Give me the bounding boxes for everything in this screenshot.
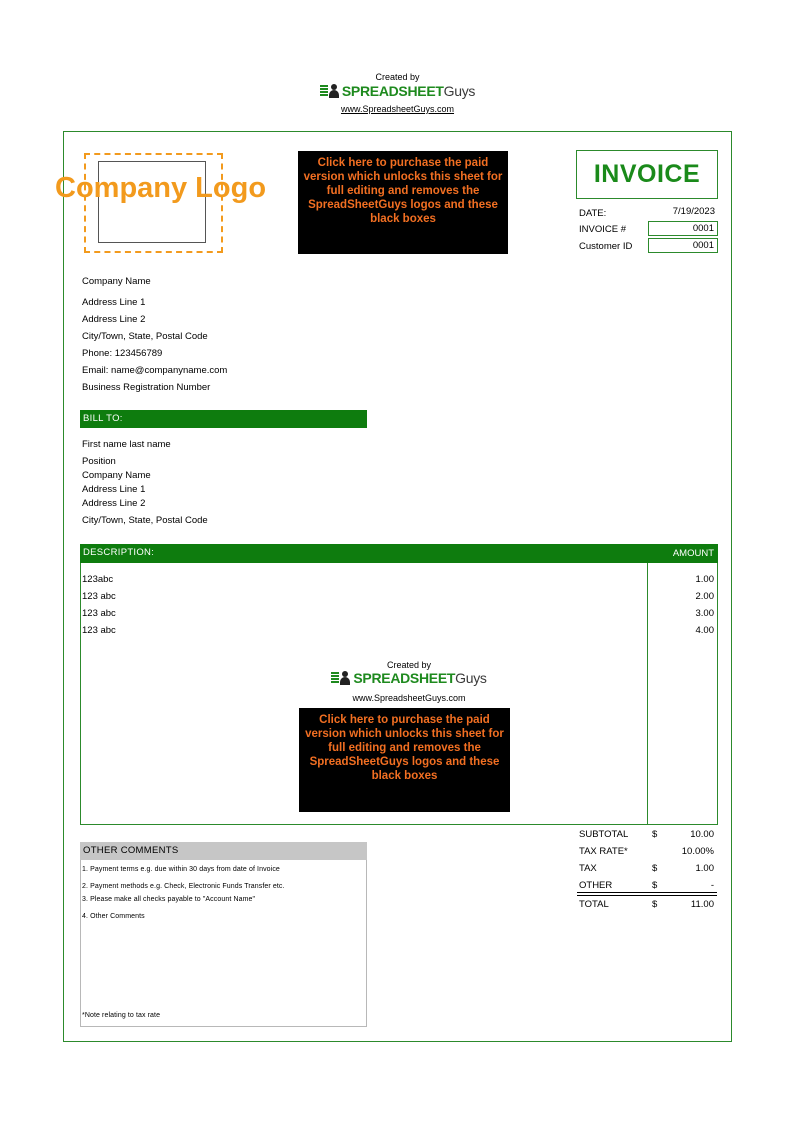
brand-part1: SPREADSHEET <box>353 670 456 686</box>
totals-divider-bottom <box>577 895 717 896</box>
bill-to-city[interactable]: City/Town, State, Postal Code <box>82 515 208 526</box>
invoice-number-label: INVOICE # <box>579 224 626 235</box>
total-currency: $ <box>652 899 658 910</box>
bill-to-address-line-2[interactable]: Address Line 2 <box>82 498 146 509</box>
company-address-line-2[interactable]: Address Line 2 <box>82 314 146 325</box>
brand-part2: Guys <box>455 670 487 686</box>
tax-value: 1.00 <box>695 863 714 874</box>
other-value[interactable]: - <box>710 880 714 891</box>
brand-part1: SPREADSHEET <box>341 83 444 99</box>
table-row-desc[interactable]: 123 abc <box>82 608 116 619</box>
comment-line[interactable]: 1. Payment terms e.g. due within 30 days from date of Invoice <box>82 866 280 873</box>
table-row-amount[interactable]: 2.00 <box>695 591 714 602</box>
purchase-promo-box-2[interactable]: Click here to purchase the paid version which unlocks this sheet for full editing and removes the SpreadSheetGuys logos and these black boxes <box>299 708 510 812</box>
tax-rate-label: TAX RATE* <box>579 846 628 857</box>
watermark-created-by: Created by <box>386 660 432 670</box>
amount-column-divider <box>647 563 648 825</box>
comment-line[interactable]: 2. Payment methods e.g. Check, Electronic Funds Transfer etc. <box>82 883 285 890</box>
customer-id-label: Customer ID <box>579 241 633 252</box>
watermark-url-link[interactable]: www.SpreadsheetGuys.com <box>352 693 466 703</box>
company-email[interactable]: Email: name@companyname.com <box>82 365 228 376</box>
tax-rate-value[interactable]: 10.00% <box>681 846 714 857</box>
tax-currency: $ <box>652 863 658 874</box>
table-row-desc[interactable]: 123abc <box>82 574 114 585</box>
comment-line[interactable]: 3. Please make all checks payable to "Account Name" <box>82 896 256 903</box>
spreadsheetguys-logo-icon <box>331 671 351 685</box>
date-value[interactable]: 7/19/2023 <box>672 206 715 217</box>
totals-divider-top <box>577 892 717 893</box>
bill-to-header: BILL TO: <box>80 410 367 428</box>
date-label: DATE: <box>579 208 607 219</box>
invoice-title: INVOICE <box>576 150 718 199</box>
spreadsheetguys-logo-icon <box>320 84 340 98</box>
subtotal-label: SUBTOTAL <box>579 829 629 840</box>
table-row-desc[interactable]: 123 abc <box>82 625 116 636</box>
subtotal-value: 10.00 <box>690 829 714 840</box>
brand-wordmark <box>342 83 475 99</box>
watermark-logo[interactable] <box>297 669 521 687</box>
company-logo-image <box>55 161 267 243</box>
other-currency: $ <box>652 880 658 891</box>
spreadsheetguys-logo[interactable] <box>0 82 795 100</box>
tax-label: TAX <box>579 863 597 874</box>
table-row-amount[interactable]: 3.00 <box>695 608 714 619</box>
brand-wordmark <box>353 670 486 686</box>
bill-to-address-line-1[interactable]: Address Line 1 <box>82 484 146 495</box>
table-row-amount[interactable]: 4.00 <box>695 625 714 636</box>
created-by-label: Created by <box>375 72 420 82</box>
company-registration[interactable]: Business Registration Number <box>82 382 211 393</box>
company-address-line-1[interactable]: Address Line 1 <box>82 297 146 308</box>
bill-to-position[interactable]: Position <box>82 456 116 467</box>
other-comments-header: OTHER COMMENTS <box>80 842 367 860</box>
bill-to-name[interactable]: First name last name <box>82 439 171 450</box>
total-value: 11.00 <box>690 899 714 910</box>
header-url-link[interactable]: www.SpreadsheetGuys.com <box>340 104 455 114</box>
description-header: DESCRIPTION: <box>80 544 718 563</box>
other-label: OTHER <box>579 880 613 891</box>
total-label: TOTAL <box>579 899 609 910</box>
company-logo-text: Company Logo <box>55 172 267 204</box>
comment-line[interactable]: 4. Other Comments <box>82 913 145 920</box>
customer-id-field[interactable]: 0001 <box>648 238 718 253</box>
subtotal-currency: $ <box>652 829 658 840</box>
bill-to-company[interactable]: Company Name <box>82 470 151 481</box>
table-row-amount[interactable]: 1.00 <box>695 574 714 585</box>
table-row-desc[interactable]: 123 abc <box>82 591 116 602</box>
invoice-number-field[interactable]: 0001 <box>648 221 718 236</box>
tax-rate-note: *Note relating to tax rate <box>82 1012 161 1019</box>
brand-part2: Guys <box>443 83 476 99</box>
amount-header: AMOUNT <box>672 548 714 559</box>
company-city[interactable]: City/Town, State, Postal Code <box>82 331 208 342</box>
purchase-promo-box[interactable]: Click here to purchase the paid version which unlocks this sheet for full editing and removes the SpreadSheetGuys logos and these black boxes <box>298 151 508 254</box>
company-name[interactable]: Company Name <box>82 276 151 287</box>
company-phone[interactable]: Phone: 123456789 <box>82 348 163 359</box>
